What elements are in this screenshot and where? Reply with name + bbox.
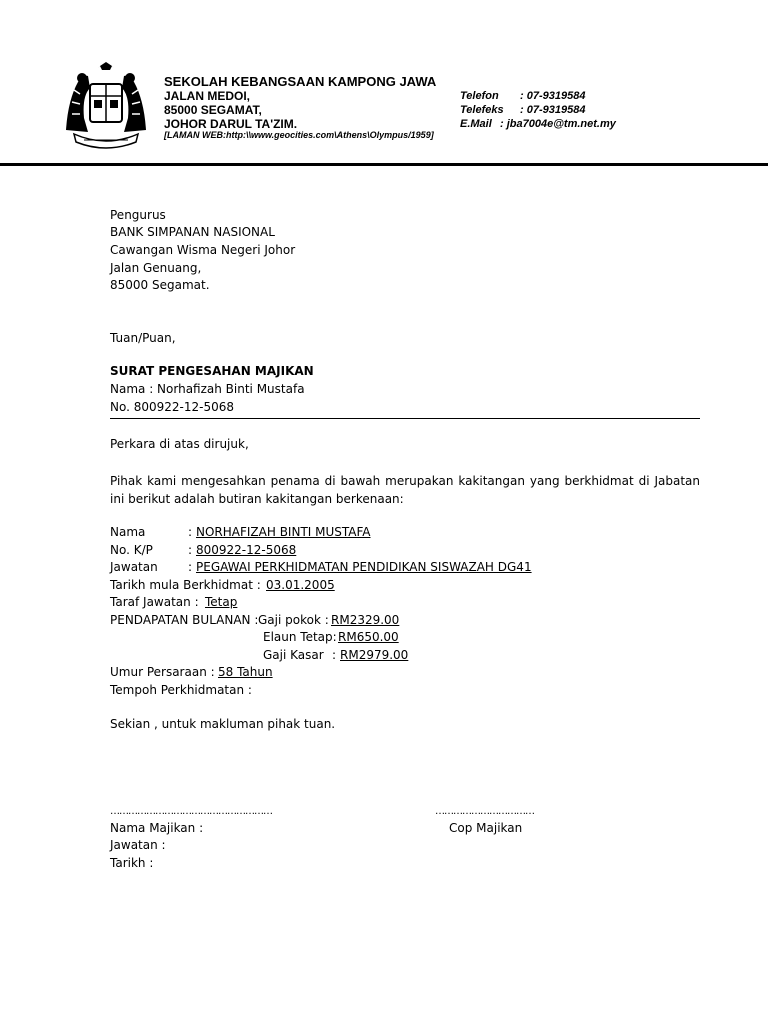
address-line-1: JALAN MEDOI, (164, 89, 251, 103)
gaji-kasar-colon: : (332, 648, 337, 662)
contact-phone-label: Telefon (460, 90, 499, 102)
taraf-value: Tetap (205, 595, 238, 609)
recipient-line-5: 85000 Segamat. (110, 278, 210, 292)
subject-id: No. 800922-12-5068 (110, 400, 235, 414)
nama-majikan-label: Nama Majikan : (110, 821, 204, 835)
contact-email-value: : jba7004e@tm.net.my (500, 118, 616, 130)
subject-title: SURAT PENGESAHAN MAJIKAN (110, 364, 314, 378)
signature-dots-left: ……………………………………………… (110, 806, 272, 817)
tarikh-mula-label: Tarikh mula Berkhidmat : (110, 578, 261, 592)
pendapatan-label: PENDAPATAN BULANAN : (110, 613, 259, 627)
recipient-line-3: Cawangan Wisma Negeri Johor (110, 243, 296, 257)
address-line-3: JOHOR DARUL TA'ZIM. (164, 117, 298, 131)
jawatan-signature-label: Jawatan : (110, 838, 166, 852)
jawatan-label: Jawatan (110, 560, 158, 574)
closing-line: Sekian , untuk makluman pihak tuan. (110, 717, 336, 731)
contact-email-label: E.Mail (460, 118, 492, 130)
tempoh-label: Tempoh Perkhidmatan : (110, 683, 252, 697)
nama-label: Nama (110, 525, 146, 539)
umur-label: Umur Persaraan : (110, 665, 215, 679)
contact-phone-value: : 07-9319584 (520, 90, 586, 102)
gaji-pokok-value: RM2329.00 (331, 613, 400, 627)
contact-fax-label: Telefeks (460, 104, 504, 116)
elaun-value: RM650.00 (338, 630, 399, 644)
body-paragraph: Pihak kami mengesahkan penama di bawah merupakan kakitangan yang berkhidmat di Jabatan ini berikut adalah butiran kakitangan berkenaan: (110, 474, 700, 506)
gaji-kasar-value: RM2979.00 (340, 648, 409, 662)
nama-value: NORHAFIZAH BINTI MUSTAFA (196, 525, 371, 539)
elaun-label: Elaun Tetap: (263, 630, 337, 644)
kp-value: 800922-12-5068 (196, 543, 297, 557)
website-line: [LAMAN WEB:http:\\www.geocities.com\Athens\Olympus/1959] (164, 130, 434, 140)
cop-majikan-label: Cop Majikan (449, 821, 523, 835)
recipient-line-2: BANK SIMPANAN NASIONAL (110, 225, 275, 239)
signature-dots-right: …………………………… (435, 806, 534, 817)
reference-line: Perkara di atas dirujuk, (110, 437, 249, 451)
header-divider (0, 163, 768, 166)
school-name: SEKOLAH KEBANGSAAN KAMPONG JAWA (164, 74, 437, 89)
gaji-pokok-label: Gaji pokok : (258, 613, 329, 627)
contact-fax-value: : 07-9319584 (520, 104, 586, 116)
salutation: Tuan/Puan, (110, 331, 176, 345)
coat-of-arms-icon (60, 60, 152, 152)
kp-label: No. K/P (110, 543, 153, 557)
jawatan-colon: : (188, 560, 193, 574)
address-line-2: 85000 SEGAMAT, (164, 103, 262, 117)
jawatan-value: PEGAWAI PERKHIDMATAN PENDIDIKAN SISWAZAH DG41 (196, 560, 532, 574)
recipient-line-1: Pengurus (110, 208, 166, 222)
taraf-label: Taraf Jawatan : (110, 595, 199, 609)
nama-colon: : (188, 525, 193, 539)
tarikh-signature-label: Tarikh : (110, 856, 154, 870)
subject-divider (110, 418, 700, 419)
subject-name: Nama : Norhafizah Binti Mustafa (110, 382, 305, 396)
kp-colon: : (188, 543, 193, 557)
gaji-kasar-label: Gaji Kasar (263, 648, 324, 662)
tarikh-mula-value: 03.01.2005 (266, 578, 335, 592)
recipient-line-4: Jalan Genuang, (110, 261, 202, 275)
umur-value: 58 Tahun (218, 665, 273, 679)
